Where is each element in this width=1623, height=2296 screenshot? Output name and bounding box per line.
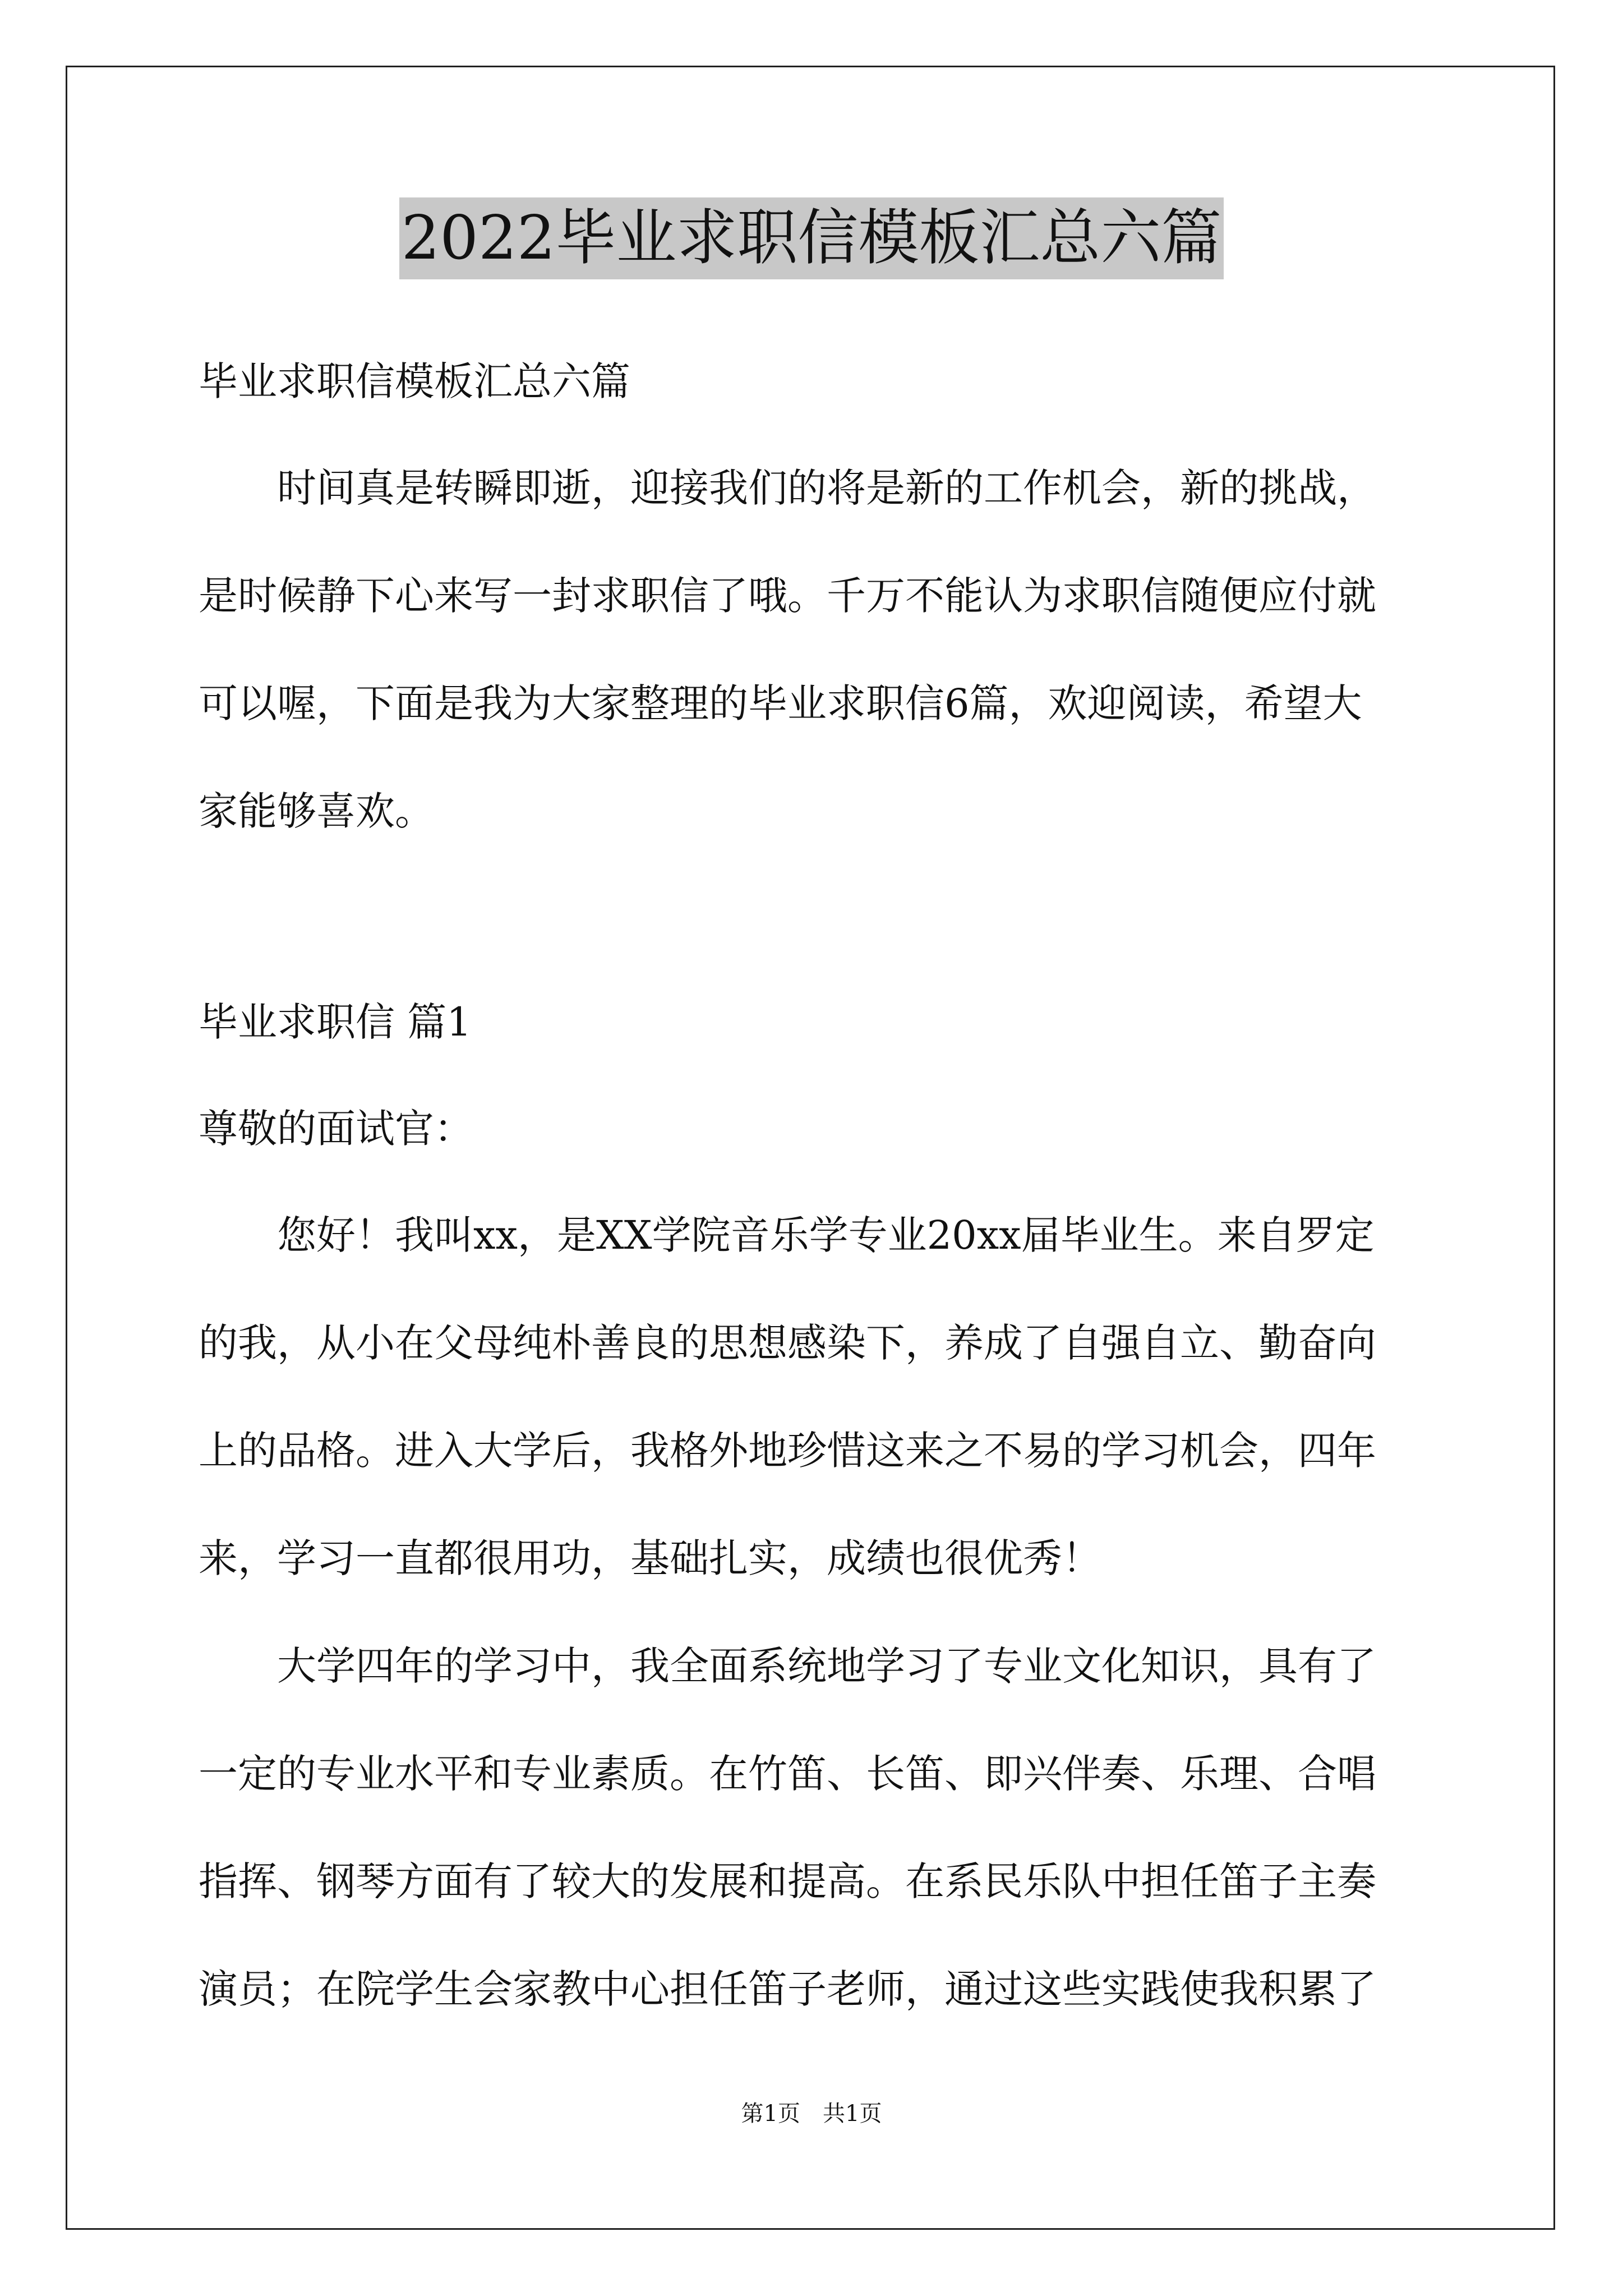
body-line: 是时候静下心来写一封求职信了哦。千万不能认为求职信随便应付就 (199, 573, 1376, 619)
title-container (0, 197, 1623, 279)
body-line: 您好！我叫xx，是XX学院音乐学专业20xx届毕业生。来自罗定 (199, 1212, 1375, 1258)
document-title: 2022毕业求职信模板汇总六篇 (399, 197, 1224, 279)
section-heading: 毕业求职信 篇1 (199, 999, 472, 1045)
body-line: 指挥、钢琴方面有了较大的发展和提高。在系民乐队中担任笛子主奏 (199, 1858, 1376, 1904)
body-line: 演员；在院学生会家教中心担任笛子老师，通过这些实践使我积累了 (199, 1966, 1376, 2012)
body-line: 来，学习一直都很用功，基础扎实，成绩也很优秀！ (199, 1535, 1101, 1581)
body-line: 一定的专业水平和专业素质。在竹笛、长笛、即兴伴奏、乐理、合唱 (199, 1751, 1376, 1797)
salutation-line: 尊敬的面试官： (199, 1106, 473, 1152)
body-line: 时间真是转瞬即逝，迎接我们的将是新的工作机会，新的挑战， (199, 465, 1376, 511)
subtitle-line: 毕业求职信模板汇总六篇 (199, 358, 630, 404)
page-footer: 第1页 共1页 (741, 2101, 882, 2127)
body-line: 可以喔，下面是我为大家整理的毕业求职信6篇，欢迎阅读，希望大 (199, 680, 1362, 726)
body-line: 大学四年的学习中，我全面系统地学习了专业文化知识，具有了 (199, 1643, 1376, 1689)
body-line: 家能够喜欢。 (199, 788, 434, 834)
body-line: 的我，从小在父母纯朴善良的思想感染下，养成了自强自立、勤奋向 (199, 1320, 1376, 1366)
body-line: 上的品格。进入大学后，我格外地珍惜这来之不易的学习机会，四年 (199, 1428, 1376, 1474)
